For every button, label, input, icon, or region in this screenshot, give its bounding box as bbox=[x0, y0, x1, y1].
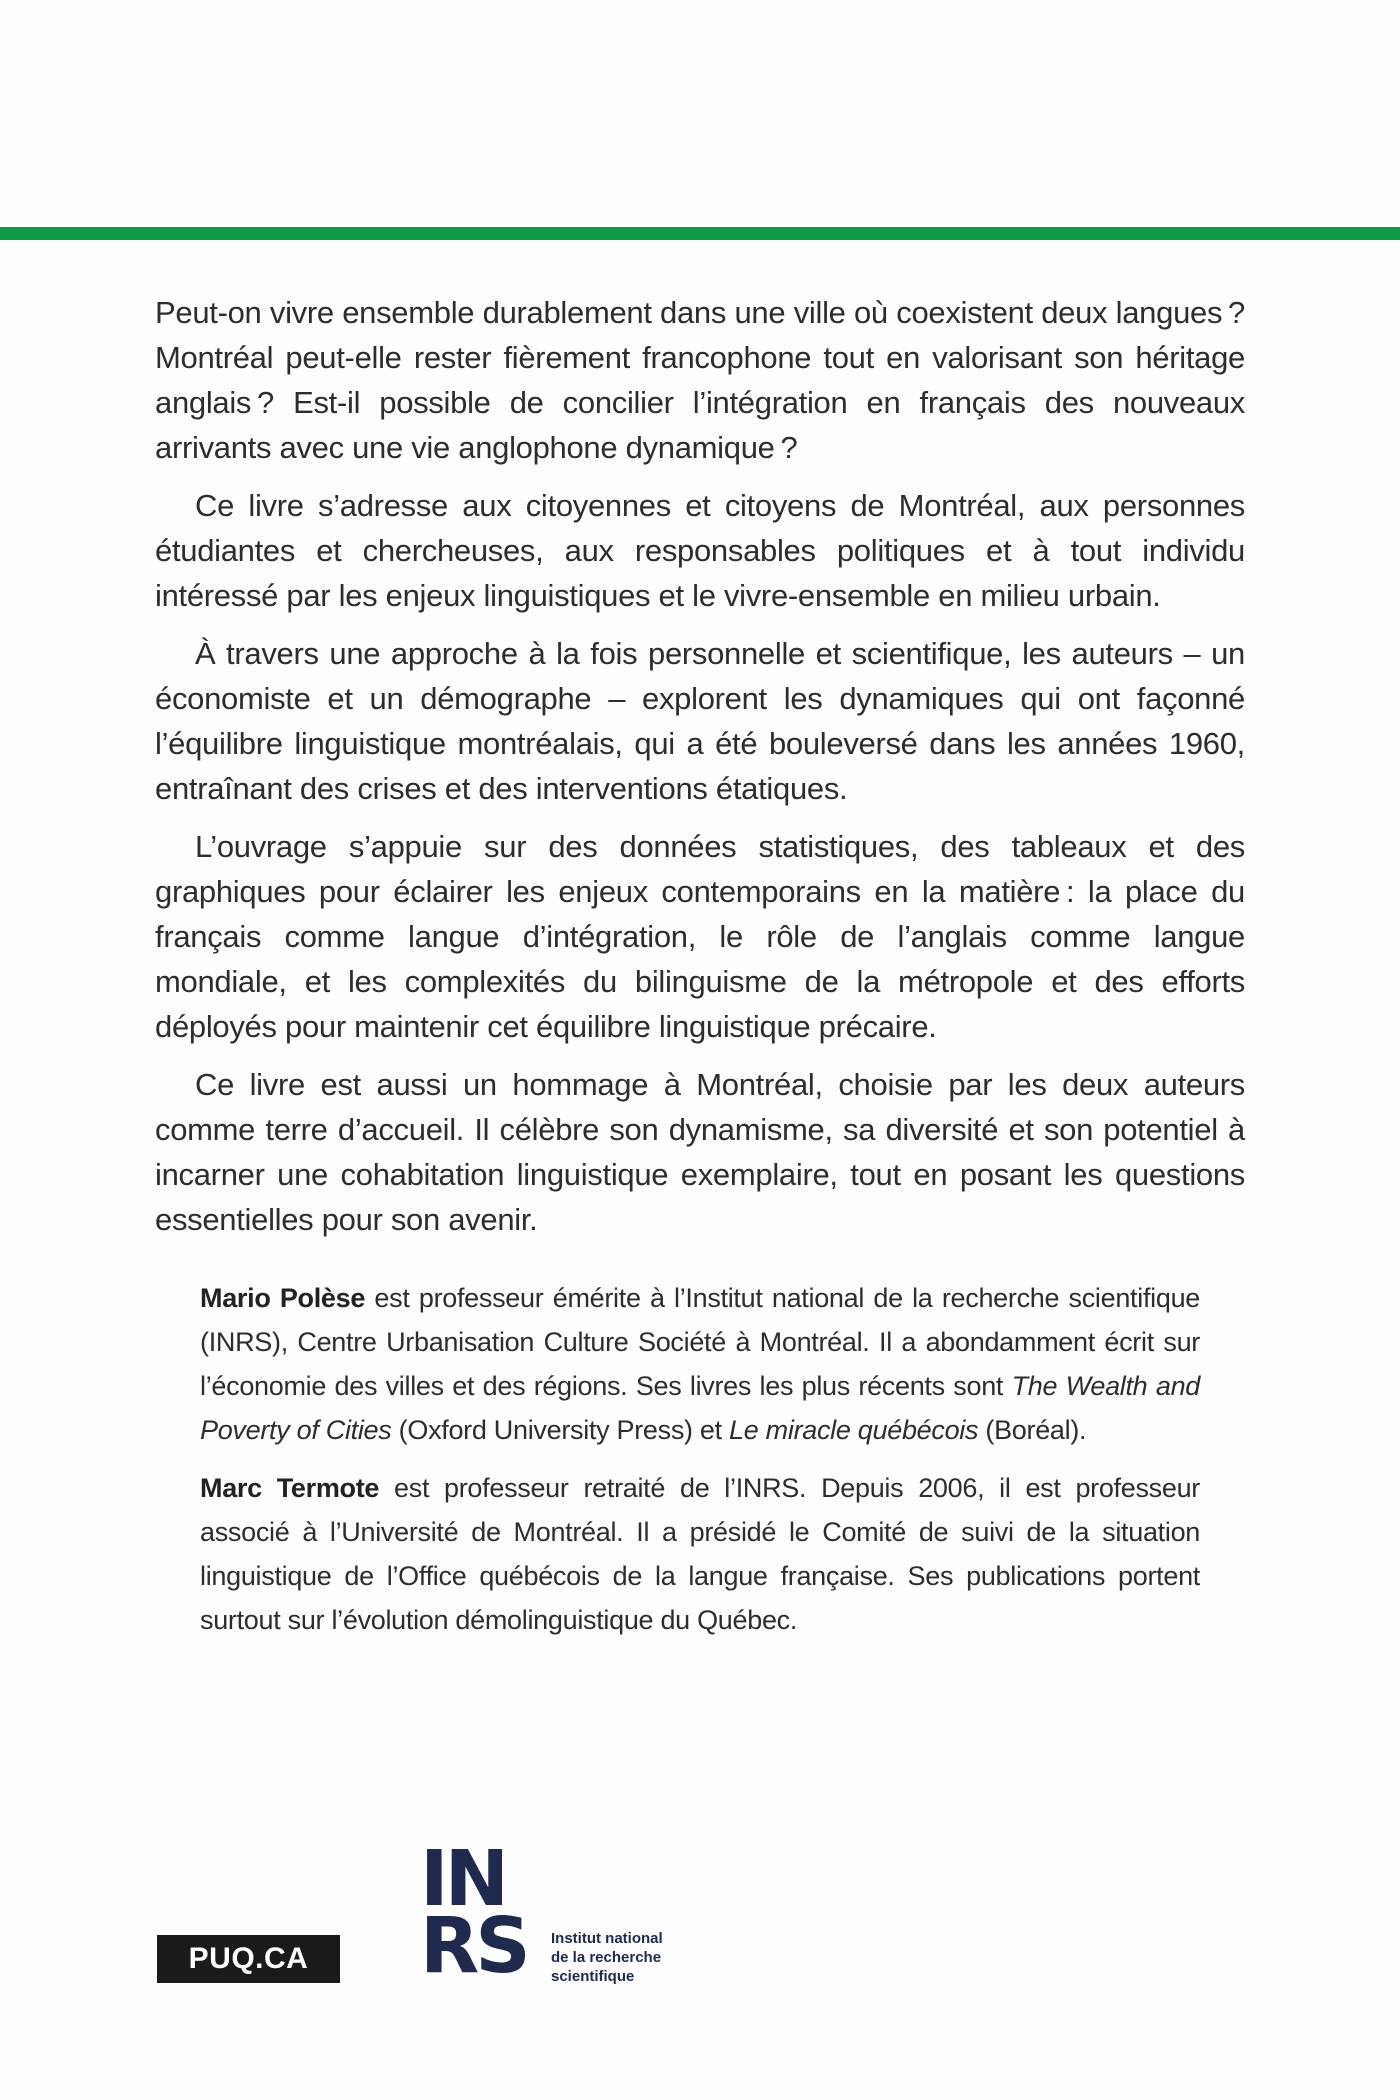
synopsis-paragraph-4: L’ouvrage s’appuie sur des données statistiques, des tableaux et des graphiques pour éclairer les enjeux contemporains en la matière : la place du français comme langue d’intégration, le rôle de l’anglais comme langue mondiale, et les complexités du bilinguisme de la métropole et des efforts déployés pour maintenir cet équilibre linguistique précaire. bbox=[155, 829, 1245, 1044]
bio-text: est professeur retraité de l’INRS. Depuis 2006, il est professeur associé à l’Université de Montréal. Il a présidé le Comité de suivi de la situation linguistique de l’Office québécois de la langue française. Ses publications portent surtout sur l’évolution démolinguistique du Québec. bbox=[200, 1473, 1201, 1635]
inrs-tagline-line3: scientifique bbox=[551, 1968, 635, 1985]
bio-text: (Boréal). bbox=[978, 1415, 1087, 1445]
author-bio-marc-termote bbox=[200, 1466, 1200, 1642]
synopsis-paragraph-3: À travers une approche à la fois personnelle et scientifique, les auteurs – un économiste et un démographe – explorent les dynamiques qui ont façonné l’équilibre linguistique montréalais, qui a été bouleversé dans les années 1960, entraînant des crises et des interventions étatiques. bbox=[155, 636, 1245, 806]
book-title: Le miracle québécois bbox=[729, 1415, 979, 1445]
synopsis bbox=[155, 290, 1245, 1255]
synopsis-paragraph-5: Ce livre est aussi un hommage à Montréal, choisie par les deux auteurs comme terre d’accueil. Il célèbre son dynamisme, sa diversité et son potentiel à incarner une cohabitation linguistique exemplaire, tout en posant les questions essentielles pour son avenir. bbox=[155, 1067, 1245, 1237]
bio-text: est professeur émérite à l’Institut national de la recherche scientifique (INRS), Centre Urbanisation Culture Société à Montréal. Il a abondamment écrit sur l’économie des villes et des régions. Ses livres les plus récents sont bbox=[200, 1283, 1201, 1401]
inrs-tagline-line2: de la recherche bbox=[551, 1949, 662, 1966]
inrs-tagline bbox=[551, 1929, 663, 1986]
accent-bar bbox=[0, 227, 1400, 240]
book-title: The Wealth and Poverty of Cities bbox=[200, 1371, 1200, 1445]
synopsis-paragraph-1: Peut-on vivre ensemble durablement dans une ville où coexistent deux langues ? Montréal peut-elle rester fièrement francophone tout en valorisant son héritage anglais ? Est-il possible de concilier l’intégration en français des nouveaux arrivants avec une vie anglophone dynamique ? bbox=[155, 295, 1245, 465]
author-name-mario-polese: Mario Polèse bbox=[200, 1283, 366, 1313]
inrs-logo-line1: IN bbox=[420, 1835, 506, 1924]
author-bios bbox=[200, 1276, 1200, 1656]
inrs-logo bbox=[420, 1835, 530, 1991]
inrs-logo-line2: RS bbox=[420, 1902, 527, 1991]
publisher-badge bbox=[157, 1935, 340, 1983]
author-bio-mario-polese bbox=[200, 1276, 1200, 1452]
bio-text: (Oxford University Press) et bbox=[391, 1415, 730, 1445]
synopsis-paragraph-2: Ce livre s’adresse aux citoyennes et citoyens de Montréal, aux personnes étudiantes et chercheuses, aux responsables politiques et à tout individu intéressé par les enjeux linguistiques et le vivre-ensemble en milieu urbain. bbox=[155, 488, 1245, 613]
author-name-marc-termote: Marc Termote bbox=[200, 1473, 380, 1503]
publisher-label: PUQ.CA bbox=[188, 1942, 309, 1975]
inrs-tagline-line1: Institut national bbox=[551, 1930, 663, 1947]
